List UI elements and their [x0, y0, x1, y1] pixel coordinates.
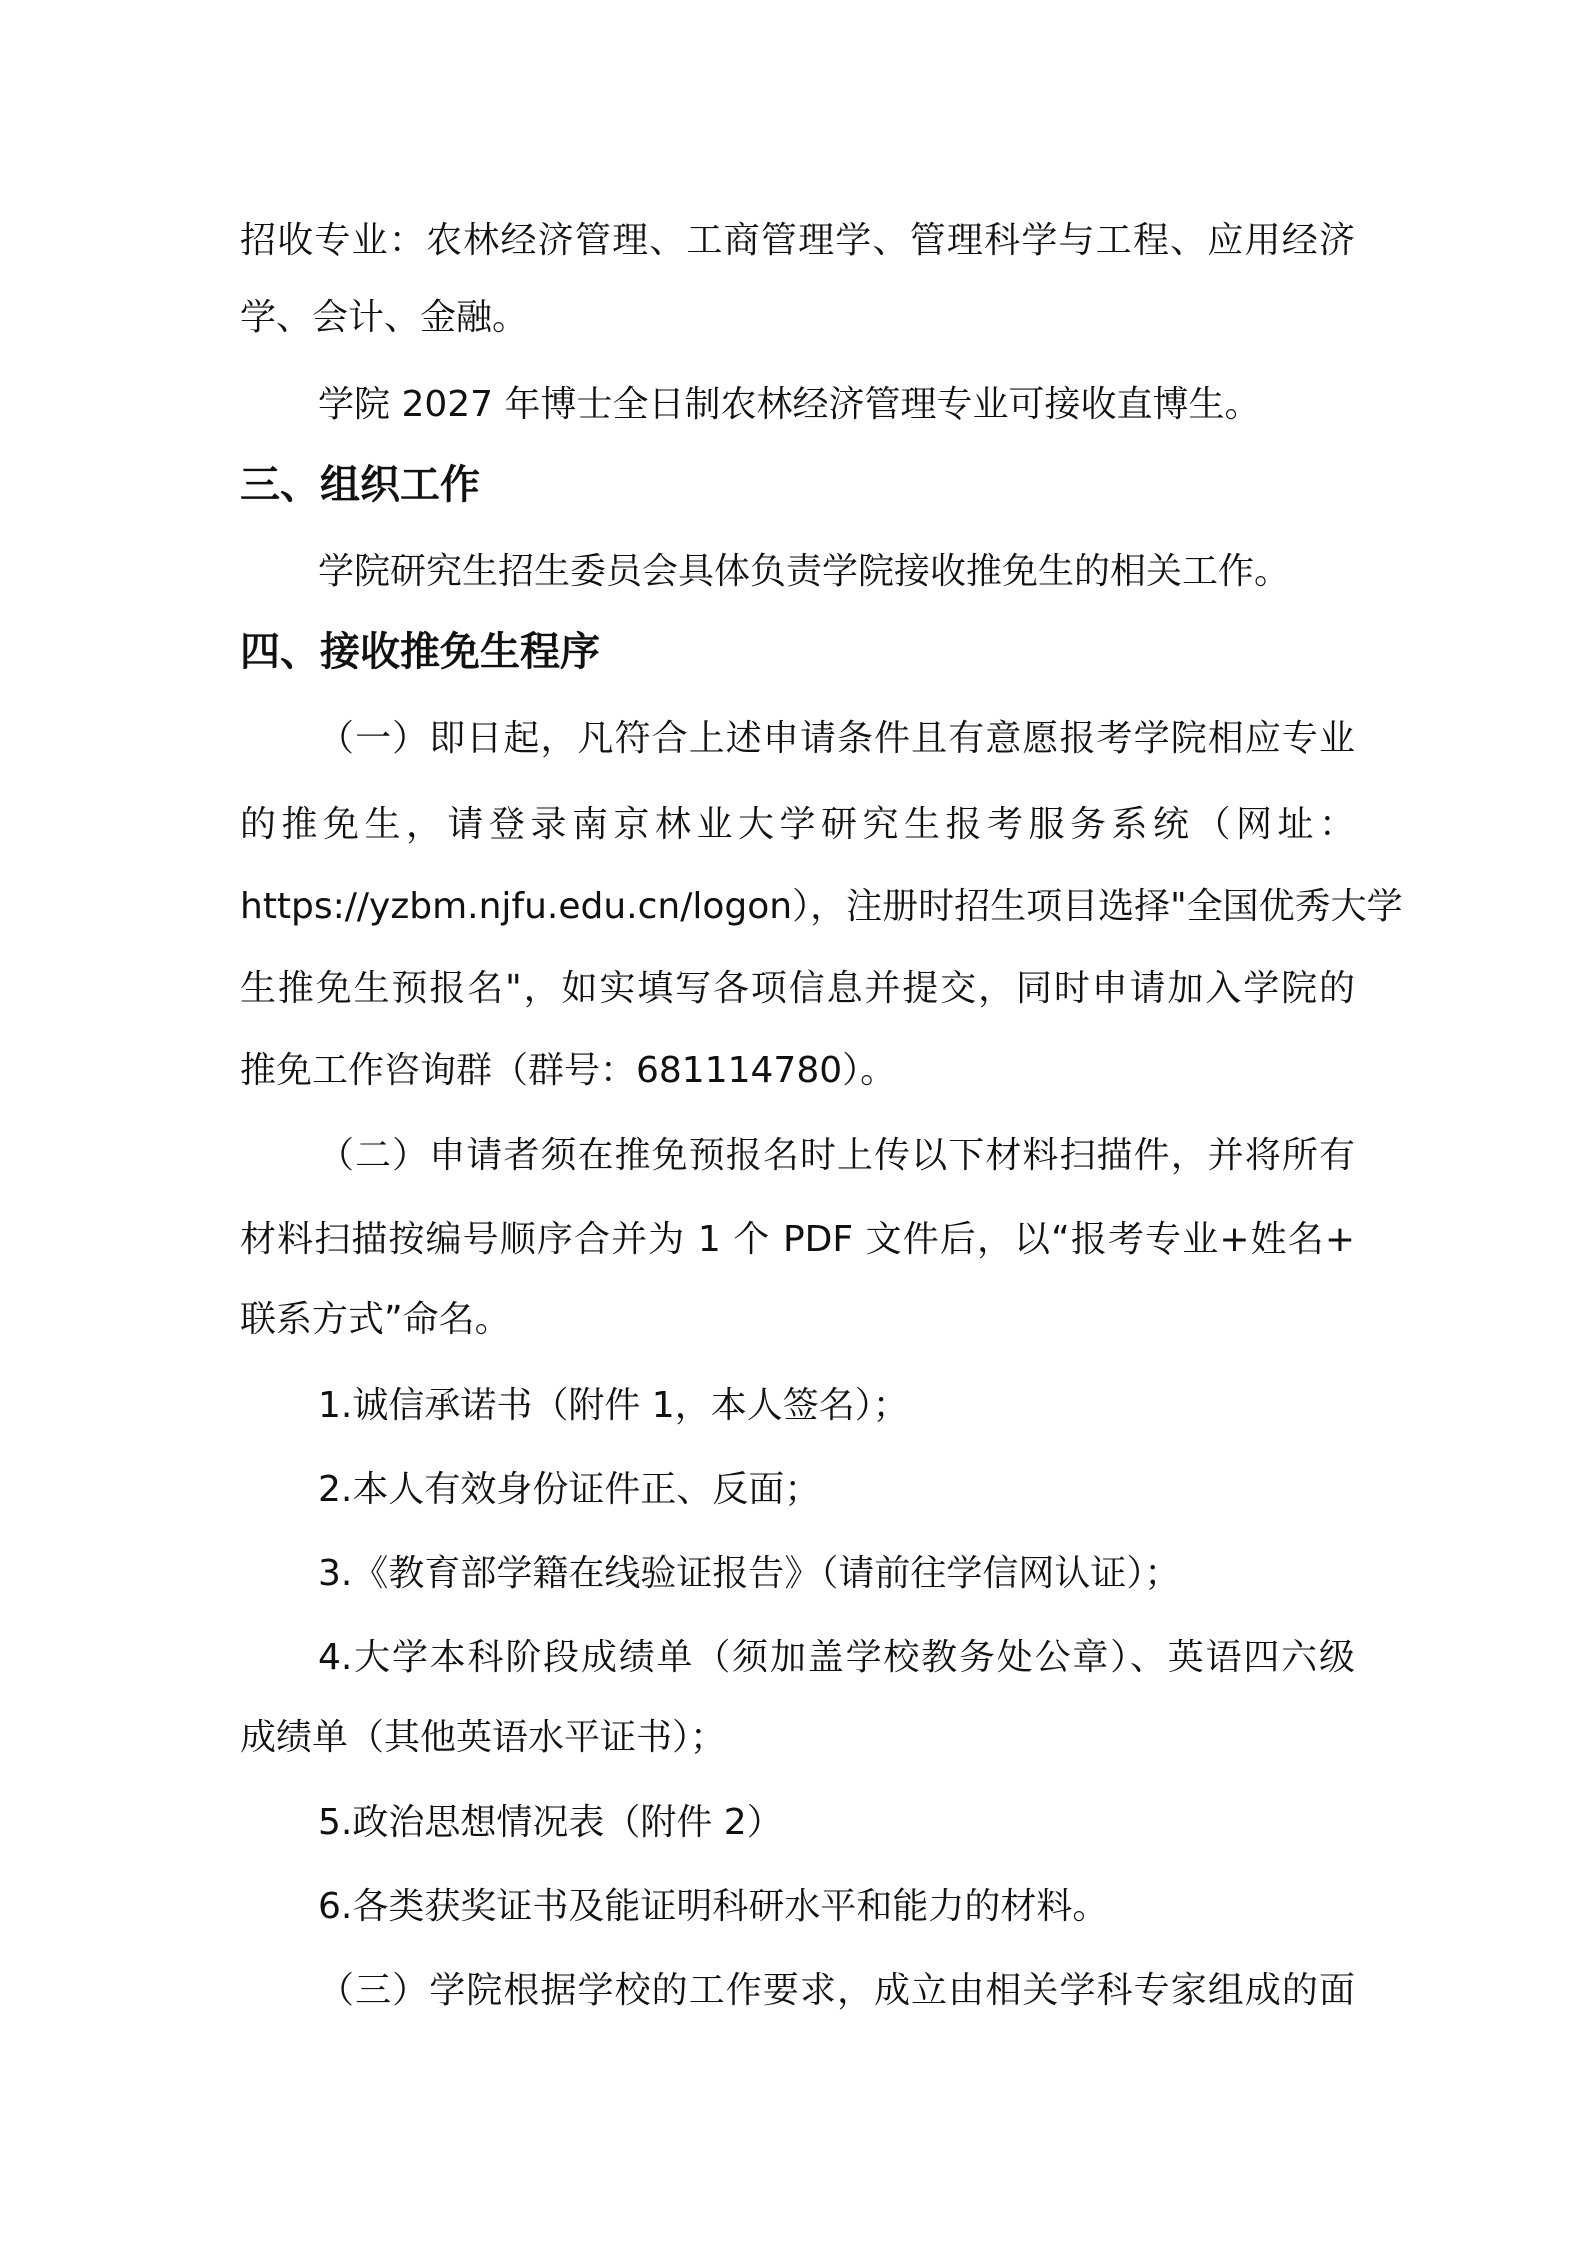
- step1-line-2: 的推免生，请登录南京林业大学研究生报考服务系统（网址：: [240, 804, 1355, 845]
- step3-line-1: （三）学院根据学校的工作要求，成立由相关学科专家组成的面: [318, 1970, 1355, 2011]
- material-item-4-line-2: 成绩单（其他英语水平证书）；: [240, 1717, 727, 1758]
- material-item-4-line-1: 4.大学本科阶段成绩单（须加盖学校教务处公章）、英语四六级: [318, 1637, 1355, 1678]
- majors-line-2: 学、会计、金融。: [240, 297, 529, 338]
- step1-line-3: https://yzbm.njfu.edu.cn/logon），注册时招生项目选择"全国优秀大学: [240, 886, 1403, 927]
- material-item-1: 1.诚信承诺书（附件 1，本人签名）；: [318, 1385, 909, 1426]
- direct-phd-text: 学院 2027 年博士全日制农林经济管理专业可接收直博生。: [318, 384, 1261, 425]
- step1-line-4: 生推免生预报名"，如实填写各项信息并提交，同时申请加入学院的: [240, 968, 1355, 1009]
- step2-line-3: 联系方式”命名。: [240, 1299, 511, 1340]
- material-item-2: 2.本人有效身份证件正、反面；: [318, 1469, 821, 1510]
- step1-line-5: 推免工作咨询群（群号：681114780）。: [240, 1050, 897, 1091]
- material-item-6: 6.各类获奖证书及能证明科研水平和能力的材料。: [318, 1886, 1109, 1927]
- section-heading-procedure: 四、接收推免生程序: [240, 629, 600, 675]
- step1-line-1: （一）即日起，凡符合上述申请条件且有意愿报考学院相应专业: [318, 718, 1355, 759]
- section-heading-organization: 三、组织工作: [240, 462, 480, 508]
- step2-line-1: （二）申请者须在推免预报名时上传以下材料扫描件，并将所有: [318, 1135, 1355, 1176]
- material-item-3: 3.《教育部学籍在线验证报告》（请前往学信网认证）；: [318, 1553, 1181, 1594]
- majors-line-1: 招收专业：农林经济管理、工商管理学、管理科学与工程、应用经济: [240, 220, 1355, 261]
- organization-text: 学院研究生招生委员会具体负责学院接收推免生的相关工作。: [318, 551, 1291, 592]
- step2-line-2: 材料扫描按编号顺序合并为 1 个 PDF 文件后，以“报考专业+姓名+: [240, 1219, 1355, 1260]
- material-item-5: 5.政治思想情况表（附件 2）: [318, 1802, 783, 1843]
